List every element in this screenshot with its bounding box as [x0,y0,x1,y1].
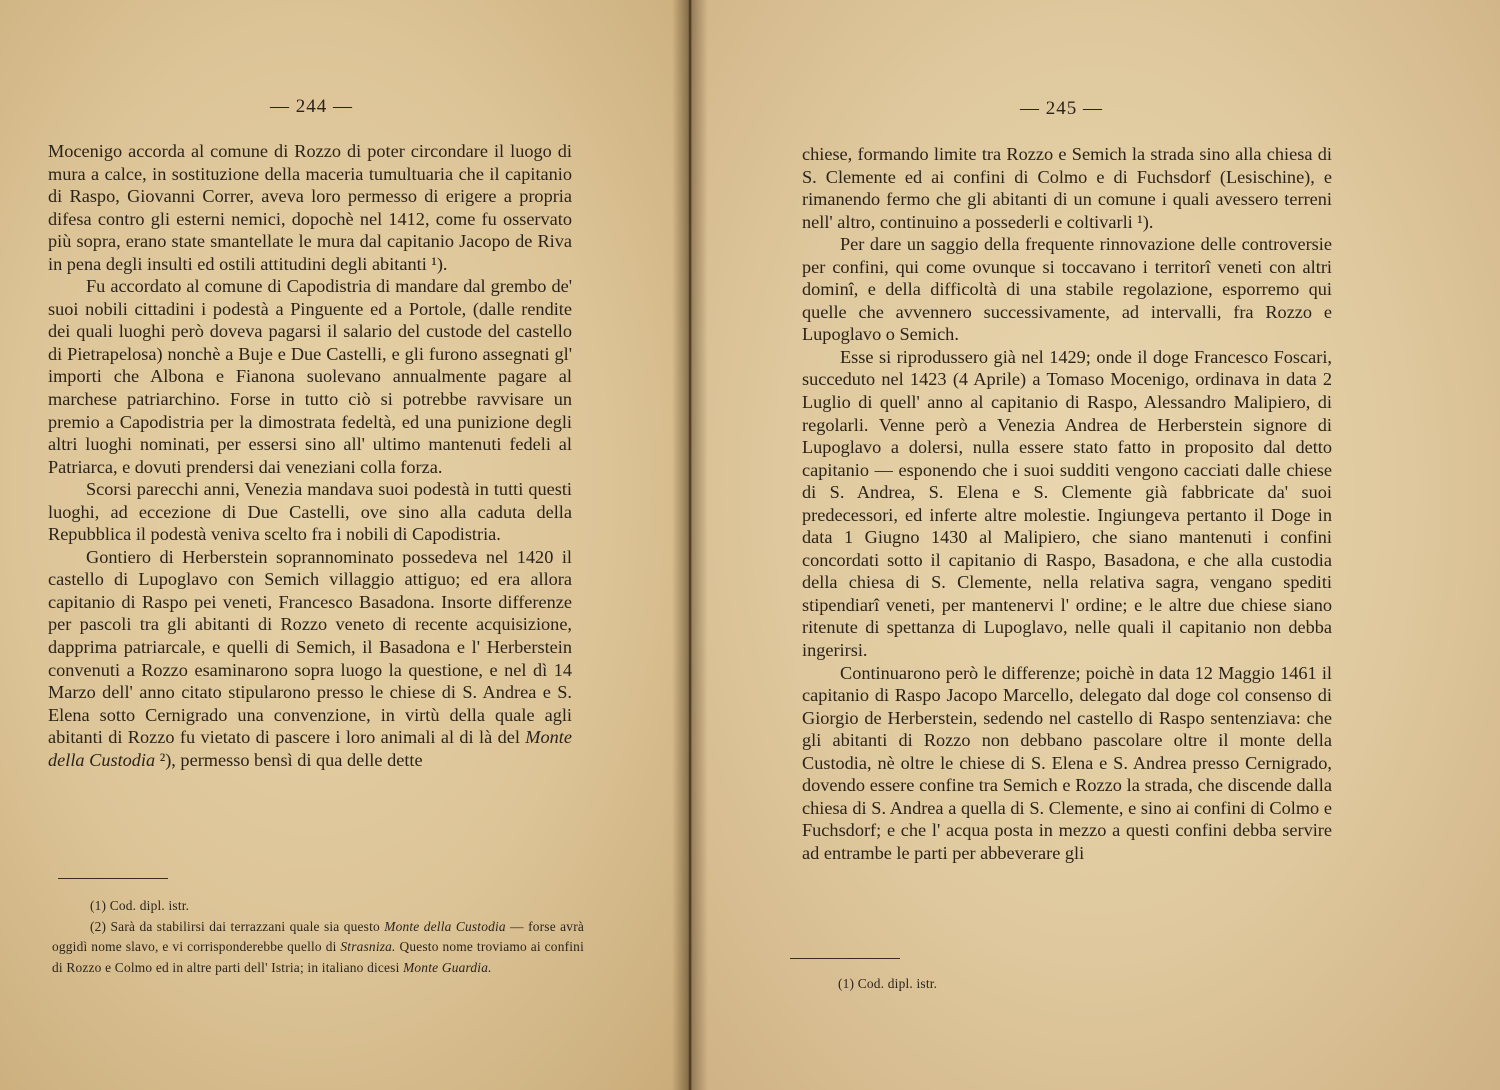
footnote-rule [58,878,168,879]
footnote-text: (2) Sarà da stabilirsi dai terrazzani quale sia questo [90,918,385,934]
right-page [690,0,1500,1090]
paragraph: Fu accordato al comune di Capodistria di mandare dal grembo de' suoi nobili cittadini i podestà a Pinguente ed a Portole, (dalle rendite dei quali luoghi però doveva pagarsi il salario del custode del castello di Pietrapelosa) nonchè a Buje e Due Castelli, e gli furono assegnati gl' importi che Albona e Fianona suolevano annualmente pagare al marchese patriarchino. Forse in tutto ciò si potrebbe ravvisare un premio a Capodistria per la dimostrata fedeltà, ed una punizione degli altri luoghi nominati, per essersi sino all' ultimo mantenuti fedeli al Patriarca, e dovuti prendersi dai veneziani colla forza. [48,276,572,477]
page-number-left: — 244 — [270,96,353,117]
right-footnotes [838,974,1138,995]
left-page-text [48,140,572,771]
footnote-1: (1) Cod. dipl. istr. [90,898,190,913]
paragraph: Continuarono però le differenze; poichè in data 12 Maggio 1461 il capitanio di Raspo Jacopo Marcello, delegato dal doge col consenso di Giorgio de Herberstein, sedendo nel castello di Raspo sentenziava: che gli abitanti di Rozzo non debbano pascolare oltre il monte della Custodia, nè oltre le chiese di S. Elena e S. Andrea presso Cernigrado, dovendo essere confine tra Semich e Rozzo la strada, che discende dalla chiesa di S. Andrea a quella di S. Clemente, e sino ai confini di Colmo e Fuchsdorf; e che l' acqua posta in mezzo a questi confini debba servire ad entrambe le parti per abbeverare gli [802,662,1332,863]
paragraph: Mocenigo accorda al comune di Rozzo di poter circondare il luogo di mura a calce, in sostituzione della maceria tumultuaria che il capitanio di Raspo, Giovanni Correr, aveva loro permesso di erigere a propria difesa contro gli esterni nemici, dopochè nel 1412, come fu osservato più sopra, erano state smantellate le mura dal capitanio Jacopo de Riva in pena degli insulti ed ostili attitudini degli abitanti ¹). [48,141,572,274]
paragraph: chiese, formando limite tra Rozzo e Semich la strada sino alla chiesa di S. Clemente ed ai confini di Colmo e di Fuchsdorf (Lesischine), e rimanendo fermo che gli abitanti di un comune i quali avessero terreni nell' altro, continuino a possederli e coltivarli ¹). [802,144,1332,232]
paragraph: Esse si riprodussero già nel 1429; onde il doge Francesco Foscari, succeduto nel 1423 (4 Aprile) a Tomaso Mocenigo, ordinava in data 2 Luglio di quell' anno al capitanio di Raspo, Alessandro Malipiero, di regolarli. Venne però a Venezia Andrea de Herberstein signore di Lupoglavo a dolersi, nulla essere stato fatto in proposito dal detto capitanio — esponendo che i suoi sudditi vengono cacciati dalle chiese di S. Andrea, S. Elena e S. Clemente già fabbricate da' suoi predecessori, ed inferte altre molestie. Ingiungeva pertanto il Doge in data 1 Giugno 1430 al Malipiero, che siano mantenuti i confini concordati sotto il capitanio di Raspo, Basadona, e che alla custodia della chiesa di S. Clemente, nella relativa sagra, vengano spediti stipendiarî veneti, per mantenervi l' ordine; e le altre due chiese siano ritenute di spettanza di Lupoglavo, nelle quali il capitanio non debba ingerirsi. [802,346,1332,661]
paragraph: Scorsi parecchi anni, Venezia mandava suoi podestà in tutti questi luoghi, ad eccezione di Due Castelli, ove sino alla caduta della Repubblica il podestà veniva scelto fra i nobili di Capodistria. [48,479,572,545]
paragraph: Per dare un saggio della frequente rinnovazione delle controversie per confini, qui come ovunque si toccavano i territorî veneti con altri dominî, e della difficoltà di una stabile regolazione, esporremo qui quelle che avvennero successivamente, ad intervalli, fra Rozzo e Lupoglavo o Semich. [802,234,1332,345]
paragraph-text: Gontiero di Herberstein soprannominato possedeva nel 1420 il castello di Lupoglavo con Semich villaggio attiguo; ed era allora capitanio di Raspo pei veneti, Francesco Basadona. Insorte differenze per pascoli tra gli abitanti di Rozzo veneto di recente acquisizione, dapprima patriarcale, e quelli di Semich, il Basadona e l' Herberstein convenuti a Rozzo esaminarono sopra luogo la questione, e nel dì 14 Marzo dell' anno citato stipularono presso le chiese di S. Andrea e S. Elena sotto Cernigrado una convenzione, in virtù della quale agli abitanti di Rozzo fu vietato di pascere i loro animali al di là del [48,546,572,748]
left-footnotes [52,896,584,978]
paragraph-text-end: ²), permesso bensì di qua delle dette [155,749,423,770]
left-page [0,0,690,1090]
footnote-italic: Monte della Custodia [384,918,506,934]
italic-term: Monte della Custodia [48,727,572,770]
footnote-italic: Monte Guardia. [403,959,492,975]
right-page-text [802,143,1332,865]
page-number-right: — 245 — [1020,98,1103,119]
footnote-1: (1) Cod. dipl. istr. [838,976,938,991]
footnote-text: — forse avrà oggidì nome slavo, e vi corrisponderebbe quello di [52,918,584,954]
footnote-italic: Strasniza. [340,939,396,954]
footnote-rule [790,958,900,959]
book-gutter [672,0,708,1090]
paragraph [48,546,572,771]
footnote-2 [52,917,584,979]
footnote-text: Questo nome troviamo ai confini di Rozzo e Colmo ed in altre parti dell' Istria; in italiano dicesi [52,939,584,975]
